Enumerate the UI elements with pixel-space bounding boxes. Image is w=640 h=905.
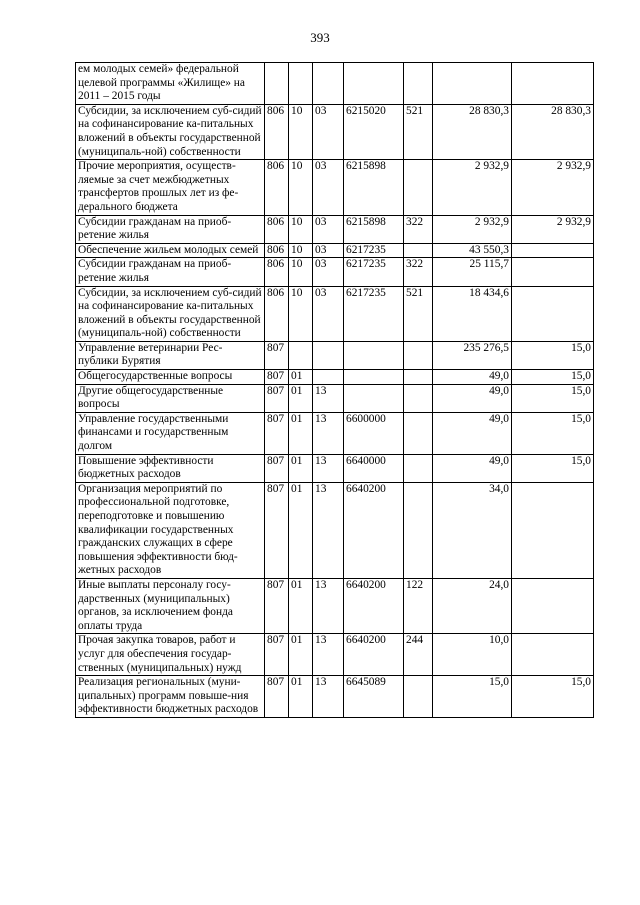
ministry-code-cell: 807 (265, 454, 289, 482)
amount-cell-2 (512, 286, 594, 341)
row-name-cell: Прочие мероприятия, осуществ-ляемые за счет межбюджетных трансфертов прошлых лет из фе-дерального бюджета (76, 160, 265, 215)
expense-type-cell: 521 (404, 104, 433, 159)
subsection-code-cell: 13 (313, 412, 344, 454)
expense-type-cell: 521 (404, 286, 433, 341)
ministry-code-cell: 806 (265, 286, 289, 341)
table-row (76, 63, 594, 105)
table-row (76, 286, 594, 341)
target-article-cell (344, 341, 404, 369)
budget-table (75, 62, 594, 718)
target-article-cell: 6217235 (344, 258, 404, 286)
row-name-cell: Реализация региональных (муни-ципальных) программ повыше-ния эффективности бюджетных расходов (76, 676, 265, 718)
expense-type-cell (404, 370, 433, 385)
ministry-code-cell: 806 (265, 104, 289, 159)
expense-type-cell (404, 63, 433, 105)
ministry-code-cell: 806 (265, 215, 289, 243)
expense-type-cell (404, 160, 433, 215)
row-name-cell: Субсидии гражданам на приоб-ретение жилья (76, 258, 265, 286)
table-row (76, 160, 594, 215)
section-code-cell: 01 (289, 454, 313, 482)
amount-cell-2: 2 932,9 (512, 160, 594, 215)
table-row (76, 578, 594, 633)
subsection-code-cell: 13 (313, 676, 344, 718)
amount-cell-2: 2 932,9 (512, 215, 594, 243)
ministry-code-cell (265, 63, 289, 105)
row-name-cell: Повышение эффективности бюджетных расходов (76, 454, 265, 482)
subsection-code-cell: 13 (313, 454, 344, 482)
section-code-cell: 01 (289, 384, 313, 412)
amount-cell-1: 43 550,3 (433, 243, 512, 258)
target-article-cell: 6215020 (344, 104, 404, 159)
amount-cell-2: 15,0 (512, 454, 594, 482)
section-code-cell (289, 341, 313, 369)
ministry-code-cell: 807 (265, 370, 289, 385)
ministry-code-cell: 807 (265, 676, 289, 718)
table-row (76, 341, 594, 369)
table-row (76, 384, 594, 412)
expense-type-cell (404, 412, 433, 454)
target-article-cell: 6645089 (344, 676, 404, 718)
row-name-cell: Обеспечение жильем молодых семей (76, 243, 265, 258)
section-code-cell: 10 (289, 243, 313, 258)
target-article-cell (344, 63, 404, 105)
expense-type-cell: 244 (404, 634, 433, 676)
section-code-cell: 01 (289, 578, 313, 633)
table-row (76, 482, 594, 578)
amount-cell-1: 18 434,6 (433, 286, 512, 341)
target-article-cell: 6640200 (344, 634, 404, 676)
expense-type-cell (404, 482, 433, 578)
row-name-cell: Другие общегосударственные вопросы (76, 384, 265, 412)
row-name-cell: Субсидии, за исключением суб-сидий на софинансирование ка-питальных вложений в объекты государственной (муниципаль-ной) собственности (76, 104, 265, 159)
ministry-code-cell: 807 (265, 578, 289, 633)
expense-type-cell (404, 454, 433, 482)
amount-cell-1: 49,0 (433, 370, 512, 385)
row-name-cell: Прочая закупка товаров, работ и услуг для обеспечения государ-ственных (муниципальных) нужд (76, 634, 265, 676)
amount-cell-1 (433, 63, 512, 105)
target-article-cell (344, 370, 404, 385)
amount-cell-1: 2 932,9 (433, 215, 512, 243)
target-article-cell: 6217235 (344, 243, 404, 258)
row-name-cell: ем молодых семей» федеральной целевой программы «Жилище» на 2011 – 2015 годы (76, 63, 265, 105)
amount-cell-2: 15,0 (512, 341, 594, 369)
amount-cell-1: 49,0 (433, 384, 512, 412)
section-code-cell: 01 (289, 634, 313, 676)
section-code-cell (289, 63, 313, 105)
subsection-code-cell: 03 (313, 243, 344, 258)
section-code-cell: 10 (289, 104, 313, 159)
table-row (76, 370, 594, 385)
target-article-cell (344, 384, 404, 412)
row-name-cell: Субсидии, за исключением суб-сидий на софинансирование ка-питальных вложений в объекты государственной (муниципаль-ной) собственности (76, 286, 265, 341)
subsection-code-cell (313, 341, 344, 369)
amount-cell-2 (512, 634, 594, 676)
ministry-code-cell: 806 (265, 243, 289, 258)
amount-cell-2 (512, 63, 594, 105)
amount-cell-1: 2 932,9 (433, 160, 512, 215)
subsection-code-cell: 13 (313, 578, 344, 633)
ministry-code-cell: 807 (265, 412, 289, 454)
table-row (76, 258, 594, 286)
amount-cell-2 (512, 482, 594, 578)
table-row (76, 634, 594, 676)
subsection-code-cell: 03 (313, 286, 344, 341)
amount-cell-1: 28 830,3 (433, 104, 512, 159)
amount-cell-1: 34,0 (433, 482, 512, 578)
row-name-cell: Субсидии гражданам на приоб-ретение жилья (76, 215, 265, 243)
table-row (76, 676, 594, 718)
table-row (76, 412, 594, 454)
section-code-cell: 01 (289, 676, 313, 718)
ministry-code-cell: 807 (265, 341, 289, 369)
subsection-code-cell: 03 (313, 104, 344, 159)
section-code-cell: 10 (289, 286, 313, 341)
amount-cell-1: 49,0 (433, 412, 512, 454)
page-number: 393 (310, 30, 330, 45)
ministry-code-cell: 807 (265, 634, 289, 676)
table-body (76, 63, 594, 718)
subsection-code-cell: 13 (313, 634, 344, 676)
section-code-cell: 01 (289, 482, 313, 578)
ministry-code-cell: 806 (265, 258, 289, 286)
expense-type-cell (404, 341, 433, 369)
amount-cell-1: 10,0 (433, 634, 512, 676)
subsection-code-cell: 13 (313, 482, 344, 578)
expense-type-cell: 322 (404, 258, 433, 286)
ministry-code-cell: 806 (265, 160, 289, 215)
expense-type-cell: 122 (404, 578, 433, 633)
subsection-code-cell: 03 (313, 215, 344, 243)
table-row (76, 104, 594, 159)
row-name-cell: Общегосударственные вопросы (76, 370, 265, 385)
target-article-cell: 6215898 (344, 160, 404, 215)
expense-type-cell: 322 (404, 215, 433, 243)
target-article-cell: 6600000 (344, 412, 404, 454)
amount-cell-1: 235 276,5 (433, 341, 512, 369)
row-name-cell: Организация мероприятий по профессиональной подготовке, переподготовке и повышению квалификации государственных гражданских служащих в сфере повышения эффективности бюд-жетных расходов (76, 482, 265, 578)
amount-cell-2: 15,0 (512, 384, 594, 412)
amount-cell-1: 49,0 (433, 454, 512, 482)
amount-cell-2 (512, 243, 594, 258)
amount-cell-2: 15,0 (512, 370, 594, 385)
amount-cell-1: 24,0 (433, 578, 512, 633)
target-article-cell: 6217235 (344, 286, 404, 341)
subsection-code-cell (313, 370, 344, 385)
section-code-cell: 10 (289, 215, 313, 243)
ministry-code-cell: 807 (265, 482, 289, 578)
table-row (76, 243, 594, 258)
subsection-code-cell: 03 (313, 160, 344, 215)
amount-cell-2: 15,0 (512, 676, 594, 718)
amount-cell-2 (512, 578, 594, 633)
expense-type-cell (404, 243, 433, 258)
amount-cell-2: 28 830,3 (512, 104, 594, 159)
amount-cell-2 (512, 258, 594, 286)
target-article-cell: 6640000 (344, 454, 404, 482)
target-article-cell: 6640200 (344, 482, 404, 578)
section-code-cell: 10 (289, 258, 313, 286)
subsection-code-cell: 03 (313, 258, 344, 286)
subsection-code-cell: 13 (313, 384, 344, 412)
amount-cell-2: 15,0 (512, 412, 594, 454)
amount-cell-1: 25 115,7 (433, 258, 512, 286)
target-article-cell: 6640200 (344, 578, 404, 633)
expense-type-cell (404, 384, 433, 412)
amount-cell-1: 15,0 (433, 676, 512, 718)
row-name-cell: Управление ветеринарии Рес-публики Бурятия (76, 341, 265, 369)
table-row (76, 454, 594, 482)
ministry-code-cell: 807 (265, 384, 289, 412)
table-row (76, 215, 594, 243)
row-name-cell: Иные выплаты персоналу госу-дарственных (муниципальных) органов, за исключением фонда оплаты труда (76, 578, 265, 633)
section-code-cell: 10 (289, 160, 313, 215)
expense-type-cell (404, 676, 433, 718)
target-article-cell: 6215898 (344, 215, 404, 243)
row-name-cell: Управление государственными финансами и государственным долгом (76, 412, 265, 454)
section-code-cell: 01 (289, 370, 313, 385)
section-code-cell: 01 (289, 412, 313, 454)
subsection-code-cell (313, 63, 344, 105)
